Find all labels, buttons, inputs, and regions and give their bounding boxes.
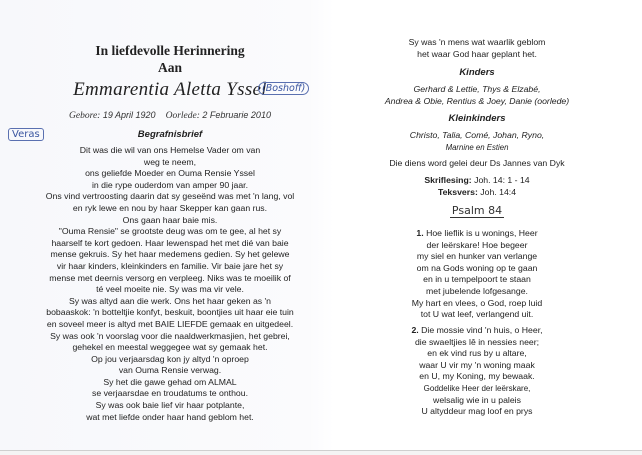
life-dates [20,110,320,121]
tribute-line: Op jou verjaarsdag kon jy altyd 'n oproep [91,353,249,364]
verse-line: Goddelike Heer der leërskare, [423,383,531,393]
verse-line: met jubelende lofgesange. [426,285,528,296]
text-label: Teksvers: [437,186,478,197]
tribute-line: mense gekruis. Sy het haar medemens gedien. Sy het gelewe [50,249,290,260]
grandchildren-title: Kleinkinders [448,113,506,124]
verse-line: Hoe lieflik is u wonings, Heer [426,228,538,238]
children-title: Kinders [459,67,495,78]
tribute-line: Ons gaan haar baie mis. [122,214,218,225]
memorial-heading-aan: Aan [157,60,182,75]
verse-line: U altyddeur mag loof en prys [421,406,533,417]
handwritten-maiden-name: (Boshoff) [258,82,309,95]
reading-value: Joh. 14: 1 - 14 [474,175,530,185]
verse-line: my siel en hunker van verlange [416,251,538,262]
verse-line: en in u tempelpoort te staan [423,274,531,285]
tribute-line: Ons vind vertroosting daarin dat sy geseënd was met 'n lang, vol [45,191,295,202]
tribute-line: Sy was ook 'n voorslag voor die naaldwerkmasjien, het gebrei, [50,330,290,341]
verse-line: en U, my Koning, my bewaak. [419,371,535,382]
tribute-line: en ryk lewe en nou by haar Skepper kan gaan rus. [72,202,268,213]
intro-text [322,37,632,60]
service-leader: Die diens word gelei deur Ds Jannes van Dyk [389,158,565,168]
intro-line: het waar God haar geplant het. [417,48,537,59]
tribute-line: vir haar kinders, kleinkinders en familie. Vir baie jare het sy [56,260,284,271]
deceased-name: Emmarentia Aletta Yssel [73,79,267,100]
verse-line: der leërskare! Hoe begeer [426,239,528,250]
verse-line: welsalig wie in u paleis [433,394,521,405]
grandchildren-line: Marnine en Estien [445,142,509,152]
tribute-line: Dit was die wil van ons Hemelse Vader om van [79,145,261,155]
children-list [322,84,632,107]
tribute-text [20,145,320,423]
tribute-line: van Ouma Rensie verwag. [118,365,222,376]
verse-number: 1. [416,228,424,238]
tribute-line: se verjaarsdae en troudatums te onthou. [92,388,248,399]
tribute-line: gehekel en meestal weggegee wat sy gemaak het. [72,342,268,353]
memorial-heading: In liefdevolle Herinnering [95,43,245,58]
tribute-line: "Ouma Rensie" se grootste deug was om te gee, al het sy [58,226,282,237]
tribute-line: weg te neem, [143,156,197,167]
verse-line: My hart en vlees, o God, roep luid [411,297,543,308]
tribute-line: wat met liefde onder haar hand geblom het. [86,411,254,422]
grandchildren-list [322,130,632,153]
tribute-line: haarself te kort gedoen. Haar lewenspad het met dié van baie [51,237,289,248]
grandchildren-line: Christo, Talia, Comé, Johan, Ryno, [409,130,545,140]
verse-line: tot U wat leef, verlangend uit. [420,309,534,320]
tribute-line: mense met deernis versorg en verpleeg. Niks was te moeilik of [49,272,291,283]
psalm-verse-1 [322,228,632,321]
tribute-line: en soveel meer is altyd met BAIE LIEFDE gemaak en uitgedeel. [46,318,294,329]
tribute-line: bobaaskok: 'n botteltjie konfyt, beskuit, boontjies uit haar eie tuin [46,307,294,318]
section-title: Begrafnisbrief [137,129,203,140]
died-label: Oorlede: [165,111,200,121]
tribute-line: té veel moeite nie. Sy was ma vir vele. [96,284,244,295]
born-label: Gebore: [69,111,101,121]
intro-line: Sy was 'n mens wat waarlik geblom [408,37,546,47]
verse-line: en ek vind rus by u altare, [427,348,527,359]
born-date: 19 April 1920 [102,110,156,120]
verse-line: om na Gods woning op te gaan [416,262,538,273]
scripture-info [322,175,632,198]
tribute-line: Sy was altyd aan die werk. Ons het haar geken as 'n [68,295,272,306]
verse-line: waar U vir my 'n woning maak [419,359,535,370]
verse-number: 2. [411,325,419,335]
died-date: 2 Februarie 2010 [202,110,271,120]
children-line: Gerhard & Lettie, Thys & Elzabé, [413,84,541,94]
verse-line: die swaeltjies lê in nessies neer; [414,336,540,347]
tribute-line: Sy het die gawe gehad om ALMAL [103,376,237,387]
tribute-line: ons geliefde Moeder en Ouma Rensie Yssel [85,168,255,179]
paper-shadow [0,451,642,455]
psalm-title-text: Psalm 84 [451,204,503,217]
reading-label: Skriflesing: [424,175,472,185]
tribute-line: in die rype ouderdom van amper 90 jaar. [92,179,248,190]
text-value: Joh. 14:4 [480,186,517,197]
psalm-verse-2 [322,325,632,418]
tribute-line: Sy was ook baie lief vir haar potplante, [95,400,245,411]
children-line: Andrea & Obie, Rentius & Joey, Danie (oorlede) [384,95,570,106]
verse-line: Die mossie vind 'n huis, o Heer, [421,325,543,335]
handwritten-note-box: Veras [8,128,44,141]
psalm-title [322,204,632,217]
